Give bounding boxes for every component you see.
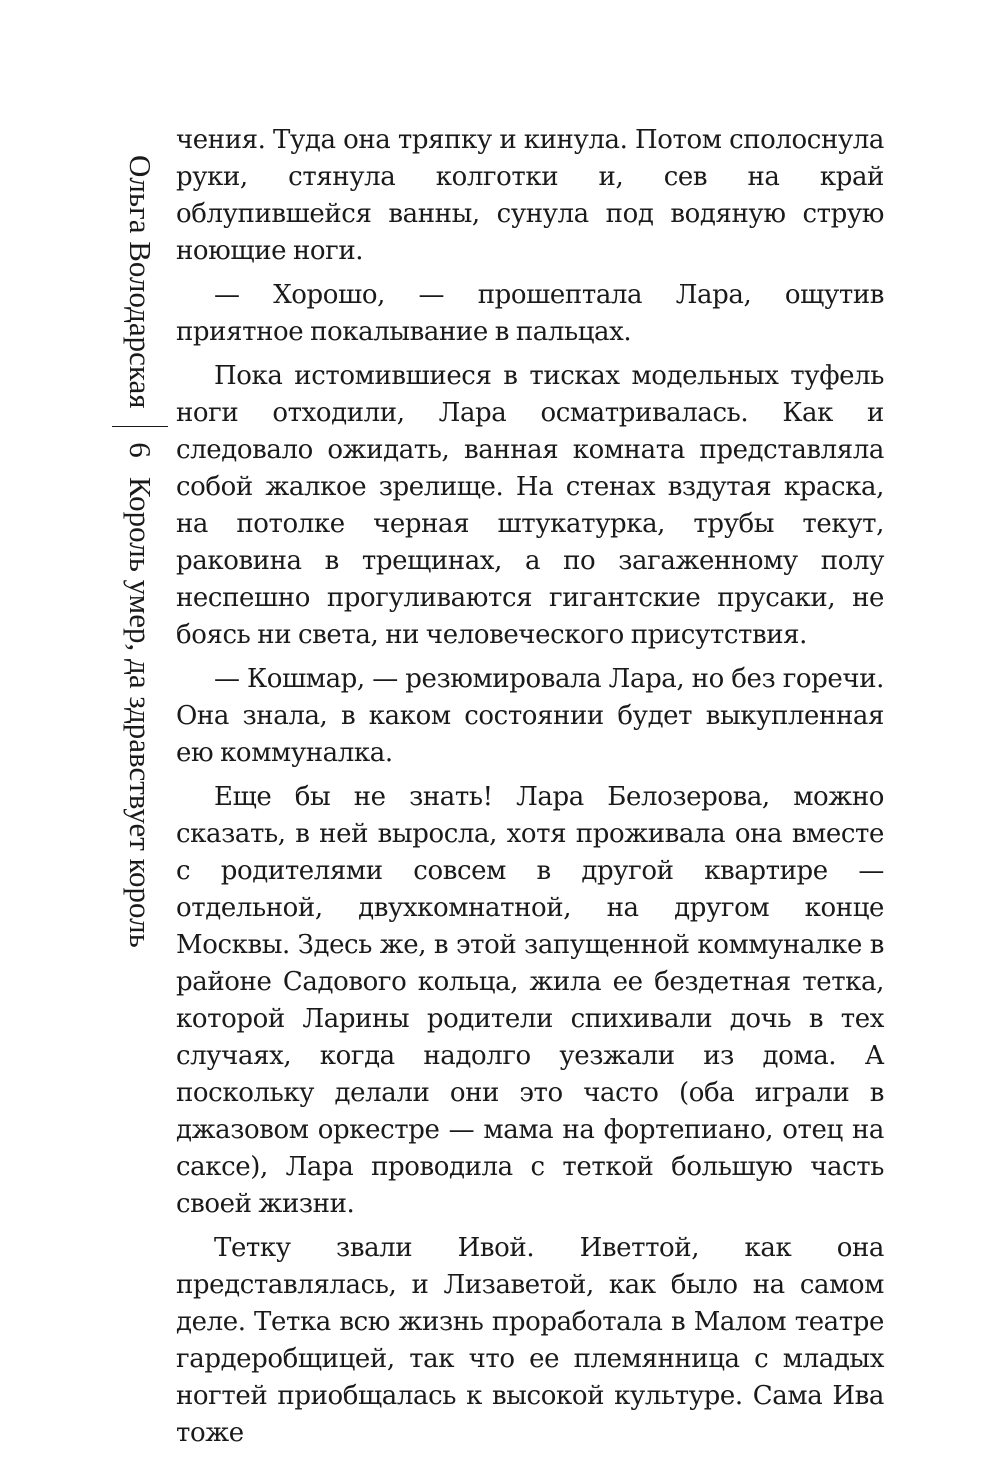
body-text: [176, 122, 884, 1459]
paragraph-4: — Кошмар, — резюмировала Лара, но без горечи. Она знала, в каком состоянии будет выкупленная ею коммуналка.: [176, 664, 884, 768]
paragraph-3: Пока истомившиеся в тисках модельных туфель ноги отходили, Лара осматривалась. Как и следовало ожидать, ванная комната представляла собой жалкое зрелище. На стенах вздутая краска, на потолке черная штукатурка, трубы текут, раковина в трещинах, а по загаженному полу неспешно прогуливаются гигантские прусаки, не боясь ни света, ни человеческого присутствия.: [176, 361, 884, 650]
paragraph-5: Еще бы не знать! Лара Белозерова, можно сказать, в ней выросла, хотя проживала она вместе с родителями совсем в другой квартире — отдельной, двухкомнатной, на другом конце Москвы. Здесь же, в этой запущенной коммуналке в районе Садового кольца, жила ее бездетная тетка, которой Ларины родители спихивали дочь в тех случаях, когда надолго уезжали из дома. А поскольку делали они это часто (оба играли в джазовом оркестре — мама на фортепиано, отец на саксе), Лара проводила с теткой большую часть своей жизни.: [176, 782, 884, 1219]
author-name: Ольга Володарская: [123, 155, 158, 409]
header-divider: [112, 426, 168, 427]
paragraph-6: Тетку звали Ивой. Иветтой, как она представлялась, и Лизаветой, как было на самом деле. Тетка всю жизнь проработала в Малом театре гардеробщицей, так что ее племянница с младых ногтей приобщалась к высокой культуре. Сама Ива тоже: [176, 1233, 884, 1448]
page-number: 6: [123, 442, 158, 458]
running-header-line: [123, 155, 158, 948]
book-title: Король умер, да здравствует король: [123, 477, 158, 948]
paragraph-1: чения. Туда она тряпку и кинула. Потом сполоснула руки, стянула колготки и, сев на край облупившейся ванны, сунула под водяную струю ноющие ноги.: [176, 125, 884, 266]
paragraph-2: — Хорошо, — прошептала Лара, ощутив приятное покалывание в пальцах.: [176, 280, 884, 347]
